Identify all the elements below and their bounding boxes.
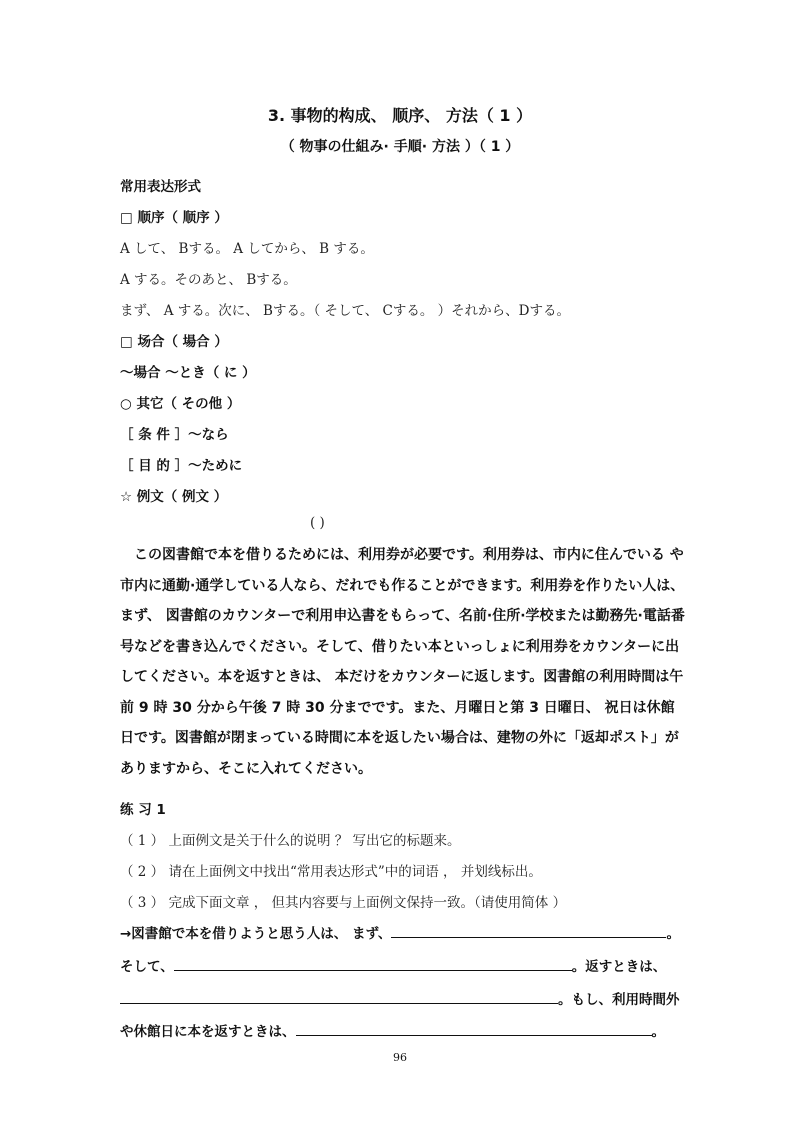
section-other: ○ 其它（ その他 ） [120,396,241,412]
case-example: ～場合 ～とき（ に ） [120,365,256,381]
fill-line-1 [120,922,680,942]
fill-line-2 [120,955,666,975]
fill-line-3 [120,988,680,1008]
fill-line-1-text: →図書館で本を借りようと思う人は、 まず、 [120,926,392,942]
example-paragraph: この図書館で本を借りるためには、利用券が必要です。利用券は、市内に住んでいる や市内に通勤·通学している人なら、だれでも作ることができます。利用券を作りたい人は、まず、 図書館のカウンターで利用申込書をもらって、名前·住所·学校または勤務先·電話番号などを書き込んでください。そして、借りたい本といっしょに利用券をカウンターに出してください。本を返すときは、 本だけをカウンターに返します。図書館の利用時間は午前 9 時 30 分から午後 7 時 30 分までです。また、月曜日と第 3 日曜日、 祝日は休館日です。図書館が閉まっている時間に本を返したい場合は、建物の外に「返却ポスト」がありますから、そこに入れてください。 [120,547,685,777]
order-example-3: まず、 A する。次に、 Bする。（ そして、 Cする。 ）それから、Dする。 [120,303,570,319]
example-title-blank: ( ) [310,515,325,531]
fill-line-4 [120,1020,665,1040]
page-subtitle: （ 物事の仕組み· 手順· 方法 ）（ 1 ） [280,139,520,155]
order-example-1: A して、 Bする。 A してから、 B する。 [120,241,374,257]
purpose-form: ［ 目 的 ］～ために [120,458,243,474]
fill-line-2-end: 。返すときは、 [571,959,667,975]
order-example-2: A する。そのあと、 Bする。 [120,272,297,288]
condition-form: ［ 条 件 ］～なら [120,427,229,443]
fill-line-4-text: や休館日に本を返すときは、 [120,1024,296,1040]
fill-line-2-text: そして、 [120,959,174,975]
fill-line-1-period: 。 [666,926,680,942]
section-example: ☆ 例文（ 例文 ） [120,489,228,505]
page-number: 96 [393,1051,407,1064]
question-1: （ 1 ） 上面例文是关于什么的说明 ？ 写出它的标题来。 [120,833,461,849]
fill-line-4-period: 。 [651,1024,665,1040]
question-3: （ 3 ） 完成下面文章 ， 但其内容要与上面例文保持一致。（请使用简体 ） [120,895,567,911]
answer-blank-2[interactable] [174,958,572,971]
section-case: □ 场合（ 場合 ） [120,334,228,350]
heading-common-forms: 常用表达形式 [120,179,201,195]
page-title: 3. 事物的构成、 顺序、 方法（ 1 ） [267,106,533,125]
answer-blank-4[interactable] [296,1023,652,1036]
fill-line-3-text: 。もし、利用時間外 [558,992,680,1008]
exercise-title: 练 习 1 [120,802,166,818]
answer-blank-1[interactable] [391,925,666,938]
section-order: □ 顺序（ 顺序 ） [120,210,228,226]
answer-blank-3[interactable] [120,991,558,1004]
question-2: （ 2 ） 请在上面例文中找出“常用表达形式”中的词语 ， 并划线标出。 [120,864,542,880]
